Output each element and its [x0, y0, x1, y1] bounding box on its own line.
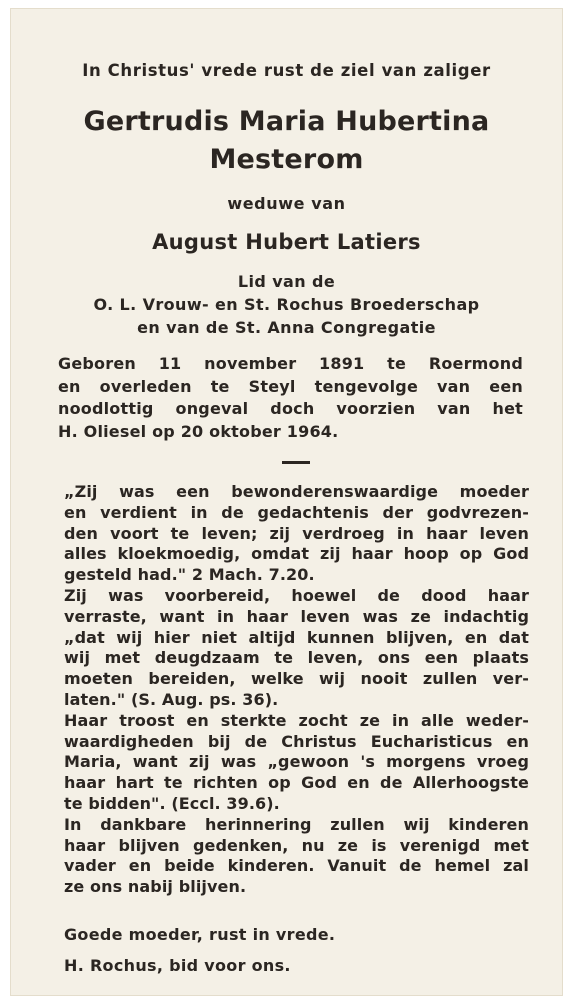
birth-death-line: en overleden te Steyl tengevolge van een [58, 376, 523, 396]
body-line: haar blijven gedenken, nu ze is verenigd met [64, 835, 529, 855]
body-line: „Zij was een bewonderenswaardige moeder [64, 482, 529, 501]
body-line: gesteld had." 2 Mach. 7.20. [64, 565, 315, 585]
intro-line: In Christus' vrede rust de ziel van zaliger [82, 61, 491, 80]
body-line: den voort te leven; zij verdroeg in haar leven [64, 523, 529, 543]
body-line: haar hart te richten op God en de Allerhoogste [64, 773, 529, 793]
membership-line: en van de St. Anna Congregatie [137, 318, 436, 337]
body-line: moeten bereiden, welke wij nooit zullen ver- [64, 669, 529, 689]
body-line: verraste, want in haar leven was ze indachtig [64, 606, 529, 626]
husband-name: August Hubert Latiers [152, 230, 421, 254]
deceased-name-line1: Gertrudis Maria Hubertina [83, 106, 490, 137]
membership-block [10, 270, 563, 339]
body-line: te bidden". (Eccl. 39.6). [64, 793, 280, 813]
memorial-card [10, 8, 563, 996]
body-line: Haar troost en sterkte zocht ze in alle weder- [64, 710, 529, 730]
body-line: laten." (S. Aug. ps. 36). [64, 689, 279, 709]
widow-of-line: weduwe van [227, 194, 346, 213]
body-line: alles kloekmoedig, omdat zij haar hoop op God [64, 544, 529, 564]
membership-line: O. L. Vrouw- en St. Rochus Broederschap [93, 295, 480, 314]
body-line: Zij was voorbereid, hoewel de dood haar [64, 585, 529, 605]
deceased-name-line2: Mesterom [209, 144, 364, 175]
body-line: „dat wij hier niet altijd kunnen blijven, en dat [64, 627, 529, 647]
closing-line: Goede moeder, rust in vrede. [64, 925, 336, 944]
body-line: en verdient in de gedachtenis der godvrezen- [64, 502, 529, 522]
closing-block [64, 919, 335, 981]
separator-dash [282, 461, 310, 464]
birth-death-line: noodlottig ongeval doch voorzien van het [58, 399, 523, 418]
birth-death-block [58, 353, 523, 443]
body-text [64, 482, 529, 898]
membership-line: Lid van de [237, 272, 336, 291]
birth-death-line: Geboren 11 november 1891 te Roermond [58, 354, 523, 373]
body-line: ze ons nabij blijven. [64, 877, 247, 897]
birth-death-line: H. Oliesel op 20 oktober 1964. [58, 421, 339, 441]
body-line: wij met deugdzaam te leven, ons een plaats [64, 648, 529, 668]
closing-line: H. Rochus, bid voor ons. [64, 956, 291, 975]
body-line: waardigheden bij de Christus Eucharisticus en [64, 731, 529, 751]
body-line: vader en beide kinderen. Vanuit de hemel zal [64, 856, 529, 876]
body-line: In dankbare herinnering zullen wij kinderen [64, 814, 529, 834]
body-line: Maria, want zij was „gewoon 's morgens vroeg [64, 752, 529, 772]
